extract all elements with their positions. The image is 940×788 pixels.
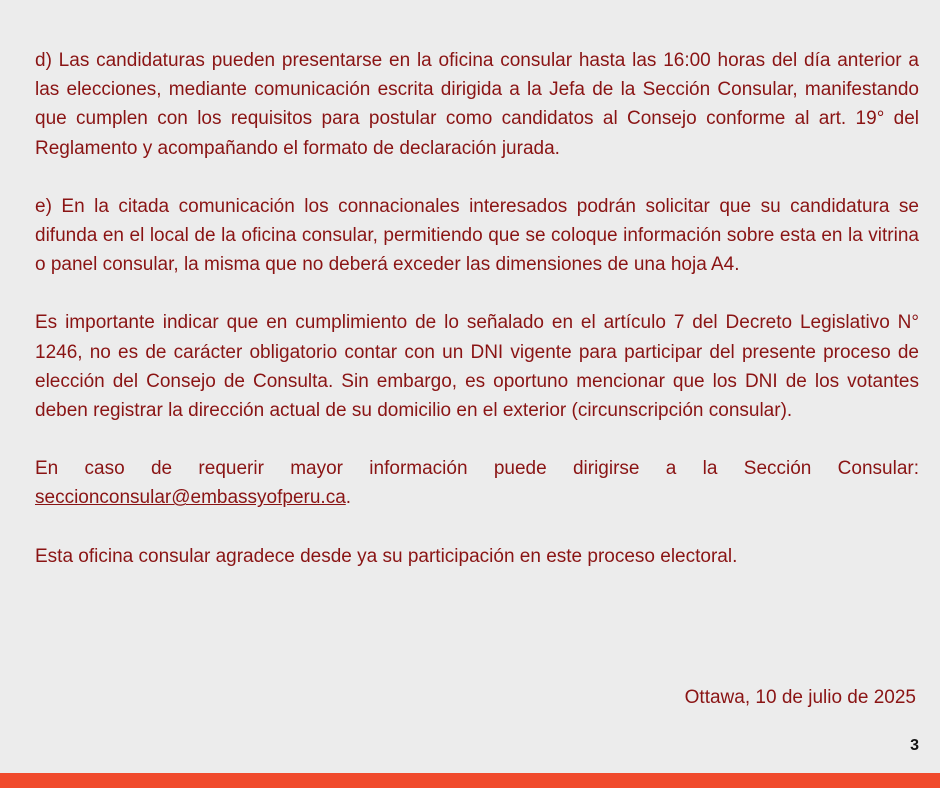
- contact-intro-text: En caso de requerir mayor información puede dirigirse a la Sección Consular:: [35, 458, 919, 480]
- paragraph-thanks: Esta oficina consular agradece desde ya su participación en este proceso electoral.: [35, 545, 738, 567]
- page-number: 3: [910, 737, 919, 754]
- consular-email-link[interactable]: seccionconsular@embassyofperu.ca: [35, 487, 346, 509]
- contact-period: .: [345, 487, 352, 509]
- paragraph-important-note: Es importante indicar que en cumplimiento de lo señalado en el artículo 7 del Decreto Legislativo N° 1246, no es de carácter obligatorio contar con un DNI vigente para participar del presente proceso de elección del Consejo de Consulta. Sin embargo, es oportuno mencionar que los DNI de los votantes deben registrar la dirección actual de su domicilio en el exterior (circunscripción consular).: [35, 312, 919, 422]
- document-body: [35, 46, 919, 600]
- paragraph-d: d) Las candidaturas pueden presentarse en la oficina consular hasta las 16:00 horas del día anterior a las elecciones, mediante comunicación escrita dirigida a la Jefa de la Sección Consular, manifestando que cumplen con los requisitos para postular como candidatos al Consejo conforme al art. 19° del Reglamento y acompañando el formato de declaración jurada.: [35, 50, 919, 159]
- footer-accent-bar: [0, 773, 940, 788]
- paragraph-contact: [35, 454, 919, 512]
- paragraph-e: e) En la citada comunicación los connacionales interesados podrán solicitar que su candidatura se difunda en el local de la oficina consular, permitiendo que se coloque información sobre esta en la vitrina o panel consular, la misma que no deberá exceder las dimensiones de una hoja A4.: [35, 195, 919, 276]
- signoff-date: Ottawa, 10 de julio de 2025: [684, 687, 916, 708]
